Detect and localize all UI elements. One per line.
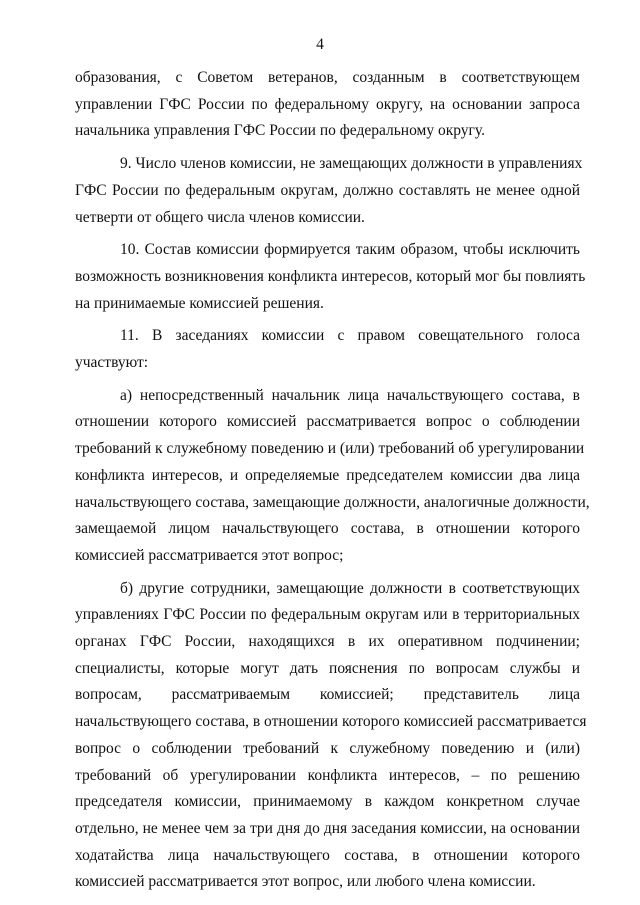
text-line: вопрос о соблюдении требований к служебному поведению и (или)	[75, 739, 580, 757]
text-line: а) непосредственный начальник лица начальствующего состава, в	[120, 386, 580, 404]
document-body	[75, 65, 590, 902]
text-line: управлении ГФС России по федеральному округу, на основании запроса	[75, 95, 580, 113]
page-number: 4	[316, 36, 324, 53]
text-line: начальствующего состава, в отношении которого комиссией рассматривается	[75, 713, 587, 731]
paragraph-11a	[75, 383, 590, 570]
text-line: 10. Состав комиссии формируется таким образом, чтобы исключить	[120, 241, 580, 259]
text-line: управлениях ГФС России по федеральным округам или в территориальных	[75, 606, 580, 624]
paragraph-continuation	[75, 65, 580, 145]
text-line: отношении которого комиссией рассматривается вопрос о соблюдении	[75, 413, 580, 431]
paragraph-9	[75, 151, 583, 231]
text-line: комиссией рассматривается этот вопрос, или любого члена комиссии.	[75, 873, 536, 891]
text-line: специалисты, которые могут дать пояснения по вопросам службы и	[75, 659, 580, 677]
text-line: на принимаемые комиссией решения.	[75, 294, 324, 312]
text-line: председателя комиссии, принимаемому в каждом конкретном случае	[75, 793, 580, 811]
paragraph-11b	[75, 576, 587, 896]
text-line: требований к служебному поведению и (или) требований об урегулировании	[75, 440, 585, 458]
text-line: замещаемой лицом начальствующего состава, в отношении которого	[75, 520, 580, 538]
text-line: комиссией рассматривается этот вопрос;	[75, 546, 344, 564]
text-line: б) другие сотрудники, замещающие должности в соответствующих	[120, 579, 580, 597]
text-line: ходатайства лица начальствующего состава, в отношении которого	[75, 846, 580, 864]
text-line: образования, с Советом ветеранов, созданным в соответствующем	[75, 69, 580, 86]
paragraph-10	[75, 237, 586, 317]
text-line: 9. Число членов комиссии, не замещающих должности в управлениях	[120, 155, 583, 173]
text-line: начальника управления ГФС России по федеральному округу.	[75, 122, 485, 140]
text-line: вопросам, рассматриваемым комиссией; представитель лица	[75, 686, 580, 704]
text-line: отдельно, не менее чем за три дня до дня заседания комиссии, на основании	[75, 819, 580, 837]
text-line: 11. В заседаниях комиссии с правом совещательного голоса	[120, 327, 580, 345]
text-line: начальствующего состава, замещающие должности, аналогичные должности,	[75, 493, 590, 511]
paragraph-11	[75, 323, 580, 376]
text-line: участвуют:	[75, 354, 149, 372]
text-line: органах ГФС России, находящихся в их оперативном подчинении;	[75, 633, 580, 651]
text-line: возможность возникновения конфликта интересов, который мог бы повлиять	[75, 267, 586, 285]
text-line: конфликта интересов, и определяемые председателем комиссии два лица	[75, 466, 580, 484]
text-line: четверти от общего числа членов комиссии.	[75, 208, 365, 226]
text-line: требований об урегулировании конфликта интересов, – по решению	[75, 766, 580, 784]
text-line: ГФС России по федеральным округам, должно составлять не менее одной	[75, 181, 580, 199]
